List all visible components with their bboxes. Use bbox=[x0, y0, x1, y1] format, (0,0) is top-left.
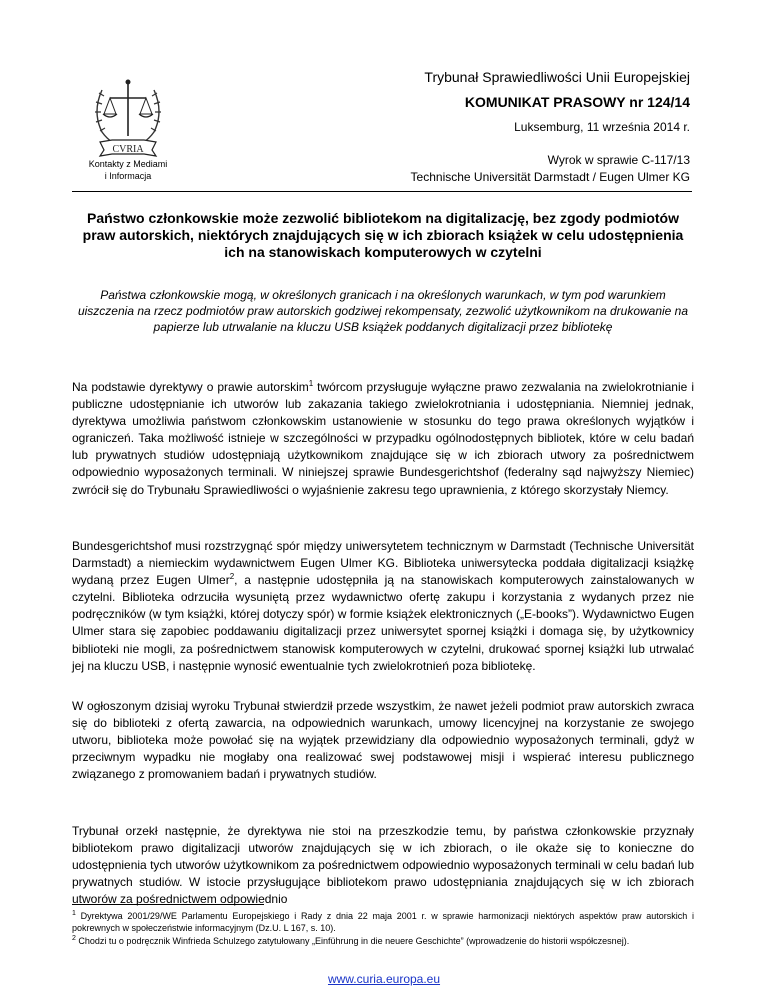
body-paragraph-1 bbox=[72, 379, 694, 499]
footnote-1-number: 1 bbox=[72, 910, 76, 917]
institution-name: Trybunał Sprawiedliwości Unii Europejskiej bbox=[424, 69, 690, 85]
p1-text-b: twórcom przysługuje wyłączne prawo zezwalania na zwielokrotnianie i publiczne udostępnianie ich utworów lub zakazania takiego zwielokrotniania i udostępniania. Niemniej jednak, dyrektywa umożliwia państwom członkowskim ustanowienie w stosunku do tego prawa określonych wyjątków i ograniczeń. Taka możliwość istnieje w szczególności w przypadku ogólnodostępnych bibliotek, które w celu badań lub prywatnych studiów udostępniają użytkownikom znajdujące się w ich zbiorach utwory za pośrednictwem odpowiednio wyposażonych terminali. W niniejszej sprawie Bundesgerichtshof (federalny sąd najwyższy Niemiec) zwrócił się do Trybunału Sprawiedliwości o wyjaśnienie zakresu tego uprawnienia, z którego skorzystały Niemcy. bbox=[72, 380, 694, 497]
footnote-1 bbox=[72, 910, 694, 934]
footnote-1-text: Dyrektywa 2001/29/WE Parlamentu Europejskiego i Rady z dnia 22 maja 2001 r. w sprawie harmonizacji niektórych aspektów praw autorskich i pokrewnych w społeczeństwie informacyjnym (Dz.U. L 167, s. 10). bbox=[72, 911, 694, 933]
contact-line-1: Kontakty z Mediami bbox=[88, 159, 168, 169]
release-date: Luksemburg, 11 września 2014 r. bbox=[514, 120, 690, 134]
press-release-number: KOMUNIKAT PRASOWY nr 124/14 bbox=[464, 94, 690, 110]
footnote-2-text: Chodzi tu o podręcznik Winfrieda Schulzego zatytułowany „Einführung in die neuere Geschichte” (wprowadzenie do historii współczesnej). bbox=[75, 936, 630, 946]
body-paragraph-3: W ogłoszonym dzisiaj wyroku Trybunał stwierdził przede wszystkim, że nawet jeżeli podmiot praw autorskich zwraca się do biblioteki z ofertą zawarcia, na odpowiednich warunkach, umowy licencyjnej na korzystanie ze swojego utworu, biblioteka może powołać się na wyjątek przewidziany dla odpowiednio wyposażonych terminali, gdyż w przeciwnym wypadku nie mogłaby ona realizować swej podstawowej misji i wspierać interesu publicznego związanego z promowaniem badań i prywatnych studiów. bbox=[72, 699, 694, 782]
curia-website-link[interactable]: www.curia.europa.eu bbox=[327, 972, 441, 986]
p2-text-b: , a następnie udostępniła ją na stanowiskach komputerowych zainstalowanych w czytelni. Biblioteka odrzuciła wysuniętą przez wydawnictwo ofertę zakupu i korzystania z wydanych przez nie podręczników (w tym książki, której dotyczy spór) w formie książek elektronicznych („E-books”). Wydawnictwo Eugen Ulmer stara się zapobiec poddawaniu digitalizacji przez uniwersytet spornej książki i domaga się, by użytkownicy biblioteki nie mogli, za pośrednictwem stanowisk komputerowych w czytelni, drukować spornej książki lub utrwalać jej na kluczu USB, i następnie wynosić ewentualnie tych zwielokrotnień poza bibliotekę. bbox=[72, 573, 694, 673]
media-contact bbox=[72, 158, 184, 182]
contact-line-2: i Informacja bbox=[104, 171, 152, 181]
footnote-ref-1: 1 bbox=[308, 379, 314, 388]
footnote-2 bbox=[72, 935, 694, 947]
body-paragraph-4: Trybunał orzekł następnie, że dyrektywa nie stoi na przeszkodzie temu, by państwa członkowskie przyznały bibliotekom prawo digitalizacji utworów znajdujących się w ich zbiorach, o ile okaże się to konieczne do udostępnienia tych utworów użytkownikom za pośrednictwem odpowiednio wyposażonych terminali w celu badań lub prywatnych studiów. W istocie przysługujące bibliotekom prawo udostępniania znajdujących się w ich zbiorach utworów za pośrednictwem odpowiednio bbox=[72, 824, 694, 907]
footnote-2-number: 2 bbox=[72, 935, 76, 942]
footnote-ref-2: 2 bbox=[229, 572, 235, 582]
release-title: Państwo członkowskie może zezwolić bibliotekom na digitalizację, bez zgody podmiotów praw autorskich, niektórych znajdujących się w ich zbiorach książek w celu udostępnienia ich na stanowiskach komputerowych w czytelni bbox=[82, 210, 684, 260]
release-subtitle: Państwa członkowskie mogą, w określonych granicach i na określonych warunkach, w tym pod warunkiem uiszczenia na rzecz podmiotów praw autorskich godziwej rekompensaty, zezwolić użytkownikom na drukowanie na papierze lub utrwalanie na kluczu USB książek poddanych digitalizacji przez bibliotekę bbox=[77, 288, 689, 334]
case-number: Wyrok w sprawie C-117/13 bbox=[547, 153, 690, 167]
case-parties: Technische Universität Darmstadt / Eugen Ulmer KG bbox=[410, 170, 690, 184]
footnote-divider bbox=[72, 904, 264, 905]
body-paragraph-2 bbox=[72, 538, 694, 675]
p1-text-a: Na podstawie dyrektywy o prawie autorskim bbox=[72, 380, 309, 394]
logo-text: CVRIA bbox=[112, 144, 144, 155]
header-divider bbox=[72, 191, 692, 192]
p2-text-a: Bundesgerichtshof musi rozstrzygnąć spór między uniwersytetem technicznym w Darmstadt (Technische Universität Darmstadt) a niemieckim wydawnictwem Eugen Ulmer KG. Biblioteka uniwersytecka poddała digitalizacji książkę wydaną przez Eugen Ulmer bbox=[72, 539, 694, 588]
